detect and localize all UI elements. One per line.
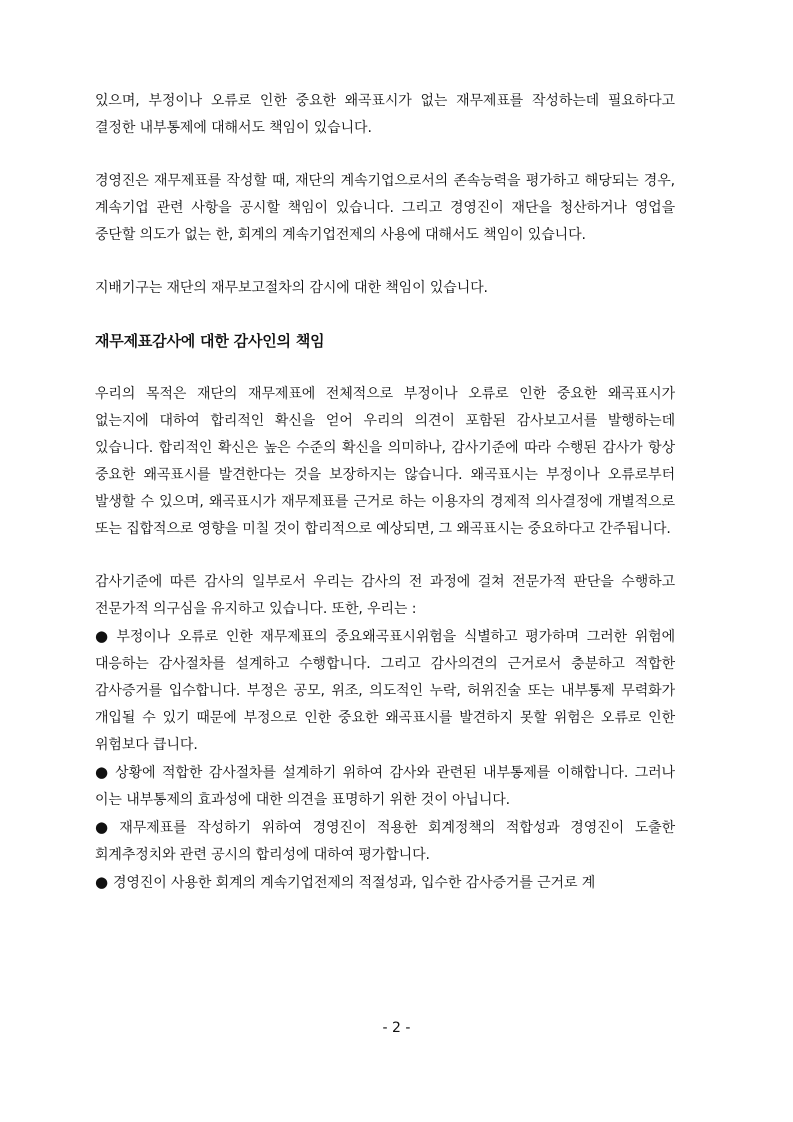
bullet-icon: ●: [95, 818, 115, 836]
bullet-item-risk: [95, 623, 675, 759]
bullet-text: 상황에 적합한 감사절차를 설계하기 위하여 감사와 관련된 내부통제를 이해합니다. 그러나 이는 내부통제의 효과성에 대한 의견을 표명하기 위한 것이 아닙니다.: [95, 765, 675, 808]
paragraph-going-concern: 경영진은 재무제표를 작성할 때, 재단의 계속기업으로서의 존속능력을 평가하고 해당되는 경우, 계속기업 관련 사항을 공시할 책임이 있습니다. 그리고 경영진이 재단을 청산하거나 영업을 중단할 의도가 없는 한, 회계의 계속기업전제의 사용에 대해서도 책임이 있습니다.: [95, 173, 675, 243]
paragraph-governance: 지배기구는 재단의 재무보고절차의 감시에 대한 책임이 있습니다.: [95, 280, 488, 296]
paragraph-objective: 우리의 목적은 재단의 재무제표에 전체적으로 부정이나 오류로 인한 중요한 왜곡표시가 없는지에 대하여 합리적인 확신을 얻어 우리의 의견이 포함된 감사보고서를 발행하는데 있습니다. 합리적인 확신은 높은 수준의 확신을 의미하나, 감사기준에 따라 수행된 감사가 항상 중요한 왜곡표시를 발견한다는 것을 보장하지는 않습니다. 왜곡표시는 부정이나 오류로부터 발생할 수 있으며, 왜곡표시가 재무제표를 근거로 하는 이용자의 경제적 의사결정에 개별적으로 또는 집합적으로 영향을 미칠 것이 합리적으로 예상되면, 그 왜곡표시는 중요하다고 간주됩니다.: [95, 386, 675, 537]
paragraph-internal-control: 있으며, 부정이나 오류로 인한 중요한 왜곡표시가 없는 재무제표를 작성하는데 필요하다고 결정한 내부통제에 대해서도 책임이 있습니다.: [95, 93, 675, 136]
paragraph-audit-standards: 감사기준에 따른 감사의 일부로서 우리는 감사의 전 과정에 걸쳐 전문가적 판단을 수행하고 전문가적 의구심을 유지하고 있습니다. 또한, 우리는 :: [95, 574, 675, 617]
bullet-item-going-concern: [95, 869, 675, 897]
bullet-text: 부정이나 오류로 인한 재무제표의 중요왜곡표시위험을 식별하고 평가하며 그러한 위험에 대응하는 감사절차를 설계하고 수행합니다. 그리고 감사의견의 근거로서 충분하고 적합한 감사증거를 입수합니다. 부정은 공모, 위조, 의도적인 누락, 허위진술 또는 내부통제 무력화가 개입될 수 있기 때문에 부정으로 인한 중요한 왜곡표시를 발견하지 못할 위험은 오류로 인한 위험보다 큽니다.: [95, 629, 675, 753]
page-number: - 2 -: [382, 1020, 411, 1036]
bullet-icon: ●: [95, 873, 108, 891]
bullet-icon: ●: [95, 627, 112, 645]
bullet-text: 재무제표를 작성하기 위하여 경영진이 적용한 회계정책의 적합성과 경영진이 도출한 회계추정치와 관련 공시의 합리성에 대하여 평가합니다.: [95, 820, 676, 863]
bullet-icon: ●: [95, 763, 111, 781]
section-heading: 재무제표감사에 대한 감사인의 책임: [95, 332, 325, 350]
bullet-text: 경영진이 사용한 회계의 계속기업전제의 적절성과, 입수한 감사증거를 근거로 계: [113, 875, 596, 891]
page-body: [95, 88, 675, 897]
bullet-item-internal-control: [95, 759, 675, 814]
bullet-item-accounting-policy: [95, 814, 675, 869]
